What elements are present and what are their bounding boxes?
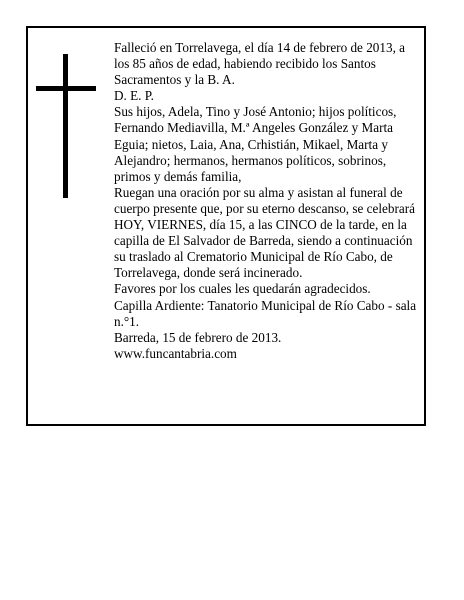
cross-icon [36,54,96,198]
obituary-text [114,40,422,362]
cross-vertical-bar [63,54,68,198]
website-link[interactable]: www.funcantabria.com [114,345,237,361]
cross-horizontal-bar [36,86,96,91]
thanks-line: Favores por los cuales les quedarán agradecidos. [114,281,371,297]
date-line: Barreda, 15 de febrero de 2013. [114,329,282,345]
chapel-line: Capilla Ardiente: Tanatorio Municipal de Río Cabo - sala n.°1. [114,297,417,329]
death-announcement-paragraph: Falleció en Torrelavega, el día 14 de febrero de 2013, a los 85 años de edad, habiendo recibido los Santos Sacramentos y la B. A. [114,40,406,88]
family-paragraph: Sus hijos, Adela, Tino y José Antonio; hijos políticos, Fernando Mediavilla, M.ª Angeles González y Marta Eguia; nietos, Laia, Ana, Crhistián, Mikael, Marta y Alejandro; hermanos, hermanos políticos, sobrinos, primos y demás familia, [114,104,397,184]
dep-line: D. E. P. [114,88,154,104]
funeral-paragraph: Ruegan una oración por su alma y asistan al funeral de cuerpo presente que, por su eterno descanso, se celebrará HOY, VIERNES, día 15, a las CINCO de la tarde, en la capilla de El Salvador de Barreda, siendo a continuación su traslado al Crematorio Municipal de Río Cabo, de Torrelavega, donde será incinerado. [114,184,415,281]
